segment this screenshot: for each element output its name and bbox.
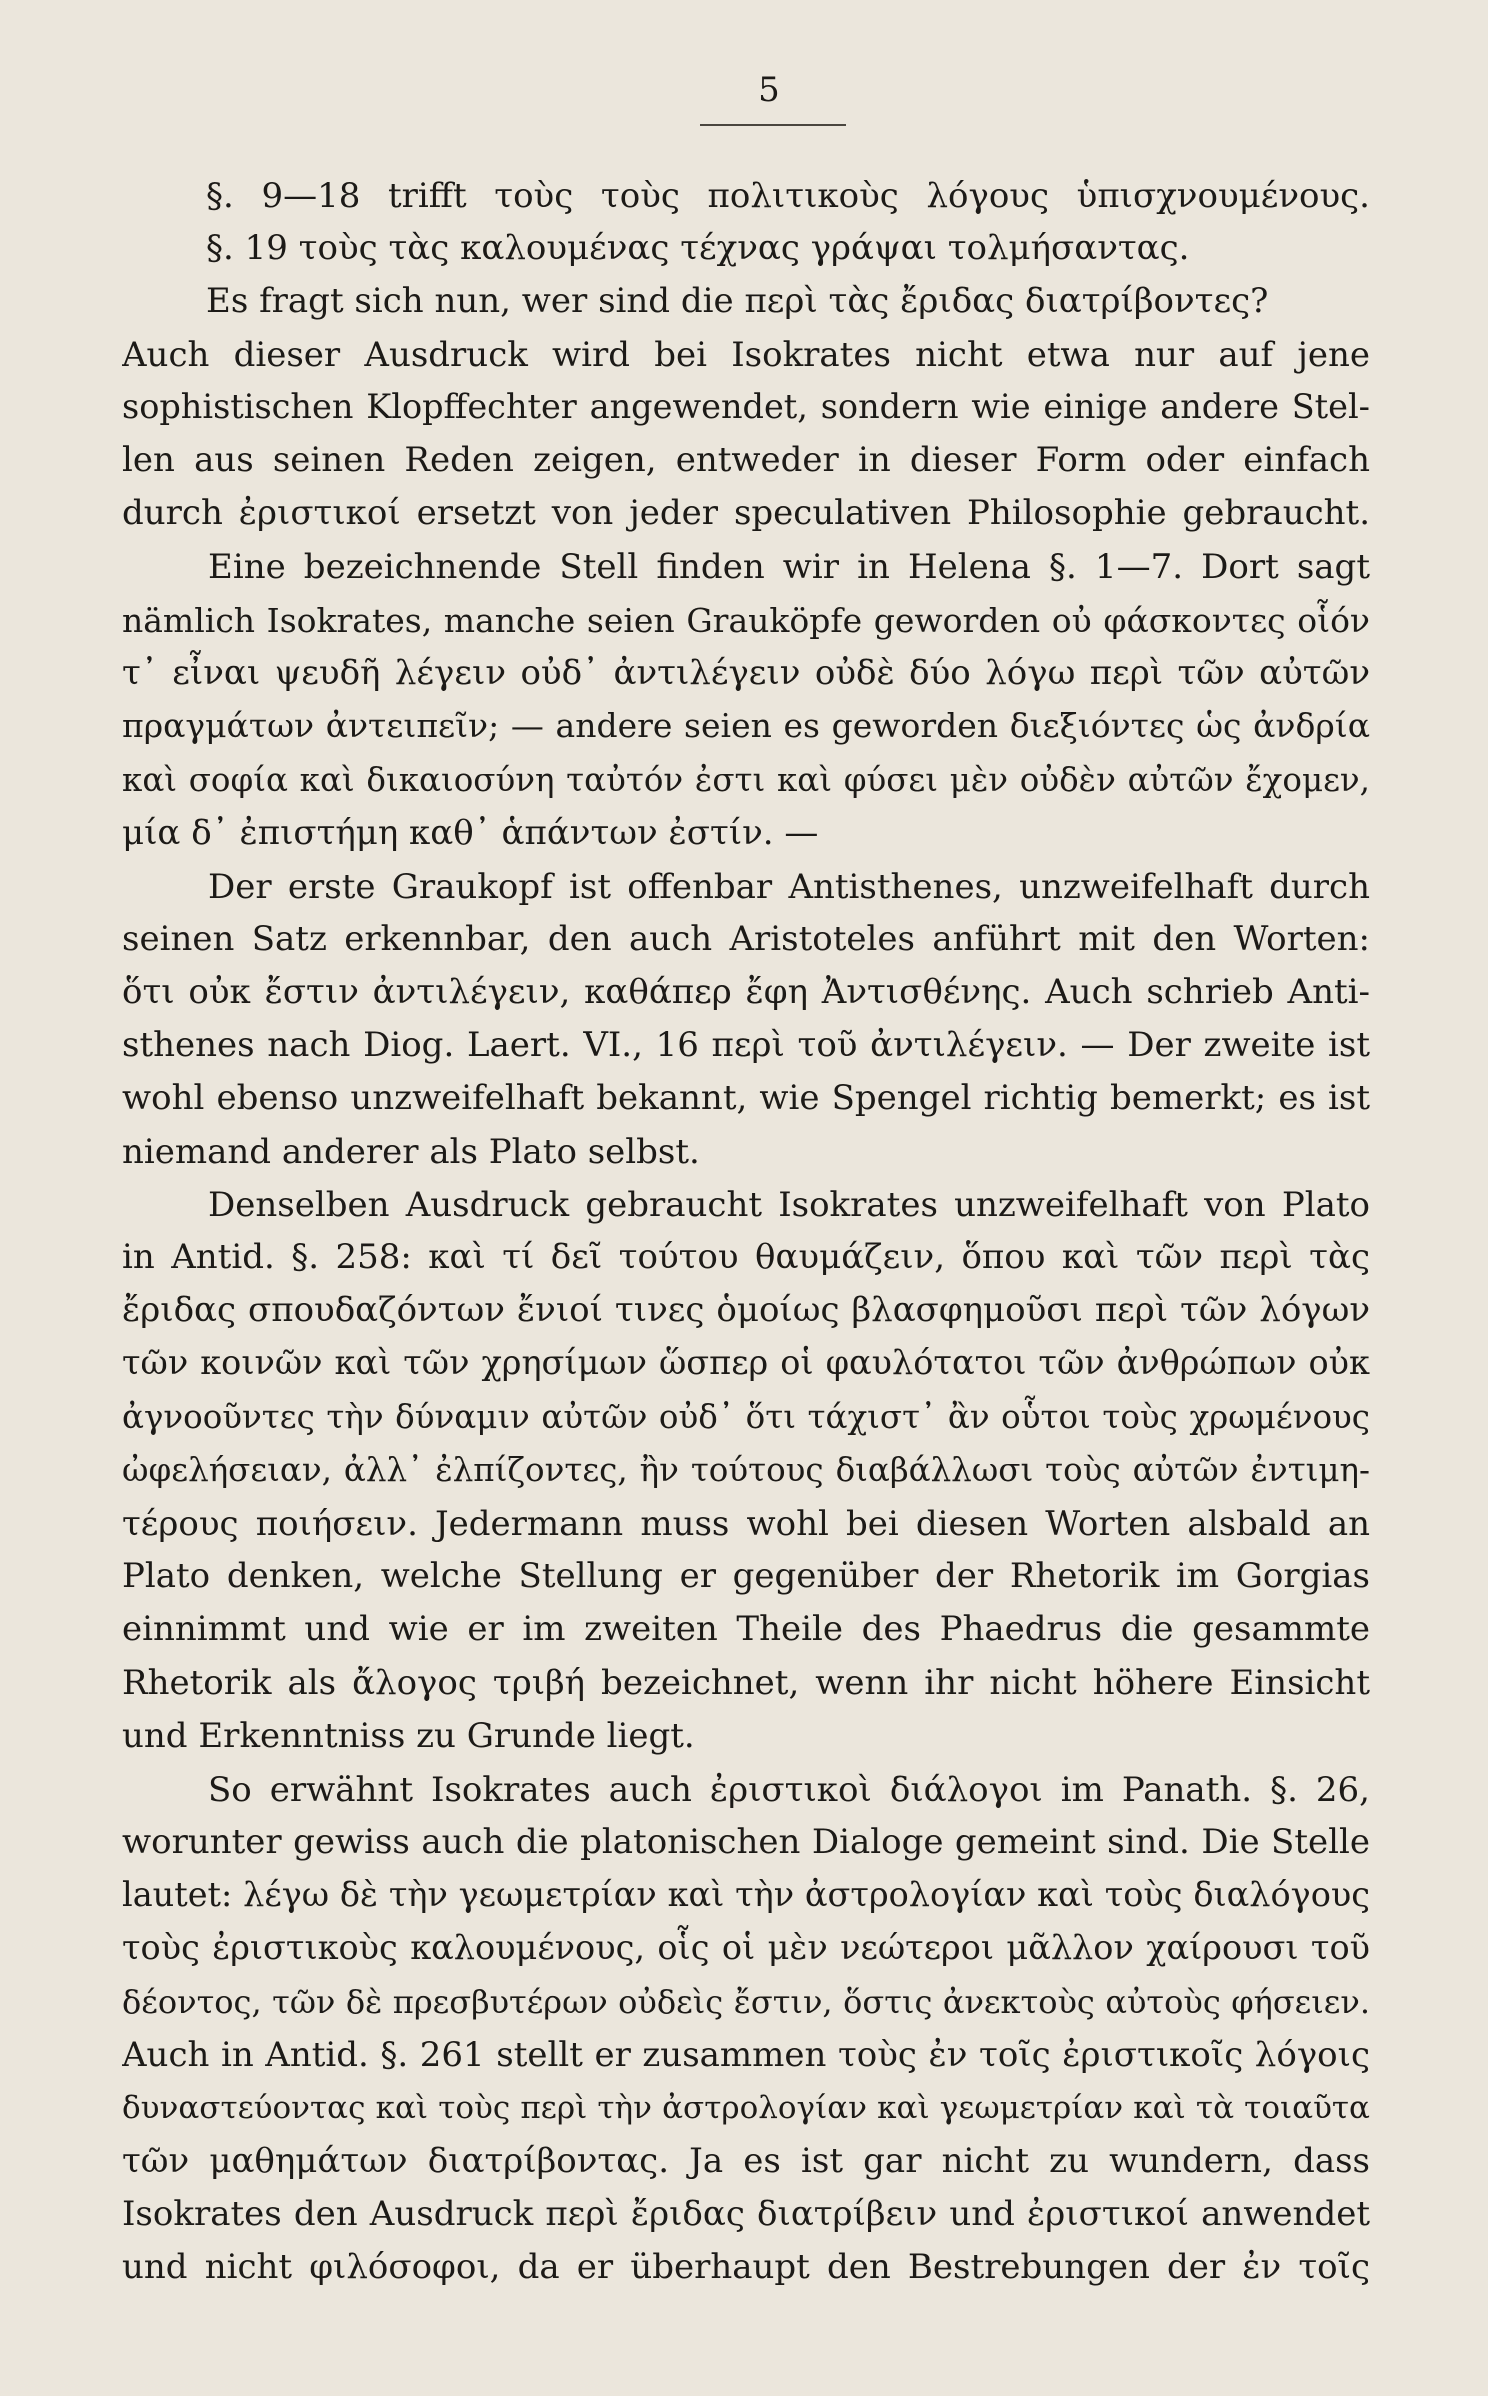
text-line: einnimmt und wie er im zweiten Theile des Phaedrus die gesammte [122,1609,1370,1649]
text-line: sthenes nach Diog. Laert. VI., 16 περὶ τοῦ ἀντιλέγειν. — Der zweite ist [122,1025,1370,1065]
text-line: Denselben Ausdruck gebraucht Isokrates unzweifelhaft von Plato [208,1185,1370,1225]
text-line: sophistischen Klopffechter angewendet, sondern wie einige andere Stel- [122,387,1370,426]
text-line: und Erkenntniss zu Grunde liegt. [122,1716,695,1756]
text-line: μία δ᾽ ἐπιστήμη καθ᾽ ἁπάντων ἐστίν. — [122,813,819,853]
text-line: seinen Satz erkennbar, den auch Aristoteles anführt mit den Worten: [122,919,1370,959]
text-line: §. 9—18 trifft τοὺς τοὺς πολιτικοὺς λόγους ὑπισχνουμένους. [206,176,1370,216]
text-line: Auch dieser Ausdruck wird bei Isokrates nicht etwa nur auf jene [122,335,1370,375]
text-line: durch ἐριστικοί ersetzt von jeder speculativen Philosophie gebraucht. [122,493,1370,533]
text-line: Es fragt sich nun, wer sind die περὶ τὰς ἔριδας διατρίβοντες? [206,281,1269,321]
text-line: τῶν κοινῶν καὶ τῶν χρησίμων ὥσπερ οἱ φαυλότατοι τῶν ἀνθρώπων οὐκ [122,1343,1370,1382]
text-line: τέρους ποιήσειν. Jedermann muss wohl bei diesen Worten alsbald an [122,1504,1370,1544]
text-line: So erwähnt Isokrates auch ἐριστικοὶ διάλογοι im Panath. §. 26, [208,1770,1370,1810]
text-line: δέοντος, τῶν δὲ πρεσβυτέρων οὐδεὶς ἔστιν, ὅστις ἀνεκτοὺς αὐτοὺς φήσειεν. [122,1983,1370,2021]
text-line: worunter gewiss auch die platonischen Dialoge gemeint sind. Die Stelle [122,1822,1370,1862]
text-line: πραγμάτων ἀντειπεῖν; — andere seien es geworden διεξιόντες ὡς ἀνδρία [122,706,1370,745]
text-line: und nicht φιλόσοφοι, da er überhaupt den Bestrebungen der ἐν τοῖς [122,2247,1370,2287]
text-line: niemand anderer als Plato selbst. [122,1132,700,1172]
text-line: καὶ σοφία καὶ δικαιοσύνη ταὐτόν ἐστι καὶ φύσει μὲν οὐδὲν αὐτῶν ἔχομεν, [122,761,1370,799]
text-line: Eine bezeichnende Stell finden wir in Helena §. 1—7. Dort sagt [208,547,1370,587]
text-line: ὅτι οὐκ ἔστιν ἀντιλέγειν, καθάπερ ἔφη Ἀντισθένης. Auch schrieb Anti- [122,972,1370,1012]
text-line: len aus seinen Reden zeigen, entweder in dieser Form oder einfach [122,440,1370,480]
text-line: τῶν μαθημάτων διατρίβοντας. Ja es ist gar nicht zu wundern, dass [122,2141,1370,2181]
text-line: ὠφελήσειαν, ἀλλ᾽ ἐλπίζοντες, ἢν τούτους διαβάλλωσι τοὺς αὐτῶν ἐντιμη- [122,1451,1370,1489]
text-line: Rhetorik als ἄλογος τριβή bezeichnet, wenn ihr nicht höhere Einsicht [122,1663,1370,1703]
page-number-rule [700,124,846,126]
text-line: Der erste Graukopf ist offenbar Antisthenes, unzweifelhaft durch [208,867,1370,907]
text-line: §. 19 τοὺς τὰς καλουμένας τέχνας γράψαι τολμήσαντας. [206,228,1190,268]
text-line: Plato denken, welche Stellung er gegenüber der Rhetorik im Gorgias [122,1556,1370,1596]
text-line: lautet: λέγω δὲ τὴν γεωμετρίαν καὶ τὴν ἀστρολογίαν καὶ τοὺς διαλόγους [122,1875,1370,1914]
text-line: τ᾽ εἶναι ψευδῆ λέγειν οὐδ᾽ ἀντιλέγειν οὐδὲ δύο λόγω περὶ τῶν αὐτῶν [122,653,1370,693]
text-line: ἀγνοοῦντες τὴν δύναμιν αὐτῶν οὐδ᾽ ὅτι τάχιστ᾽ ἂν οὗτοι τοὺς χρωμένους [122,1398,1370,1436]
text-line: nämlich Isokrates, manche seien Grauköpfe geworden οὐ φάσκοντες οἷόν [122,601,1370,640]
text-line: Isokrates den Ausdruck περὶ ἔριδας διατρίβειν und ἐριστικοί anwendet [122,2194,1370,2234]
text-line: δυναστεύοντας καὶ τοὺς περὶ τὴν ἀστρολογίαν καὶ γεωμετρίαν καὶ τὰ τοιαῦτα [122,2090,1370,2126]
text-line: ἔριδας σπουδαζόντων ἔνιοί τινες ὁμοίως βλασφημοῦσι περὶ τῶν λόγων [122,1290,1370,1330]
text-line: in Antid. §. 258: καὶ τί δεῖ τούτου θαυμάζειν, ὅπου καὶ τῶν περὶ τὰς [122,1237,1370,1277]
text-line: wohl ebenso unzweifelhaft bekannt, wie Spengel richtig bemerkt; es ist [122,1078,1370,1118]
page-number: 5 [758,70,782,110]
text-line: Auch in Antid. §. 261 stellt er zusammen τοὺς ἐν τοῖς ἐριστικοῖς λόγοις [122,2035,1370,2075]
text-line: τοὺς ἐριστικοὺς καλουμένους, οἷς οἱ μὲν νεώτεροι μᾶλλον χαίρουσι τοῦ [122,1928,1370,1967]
